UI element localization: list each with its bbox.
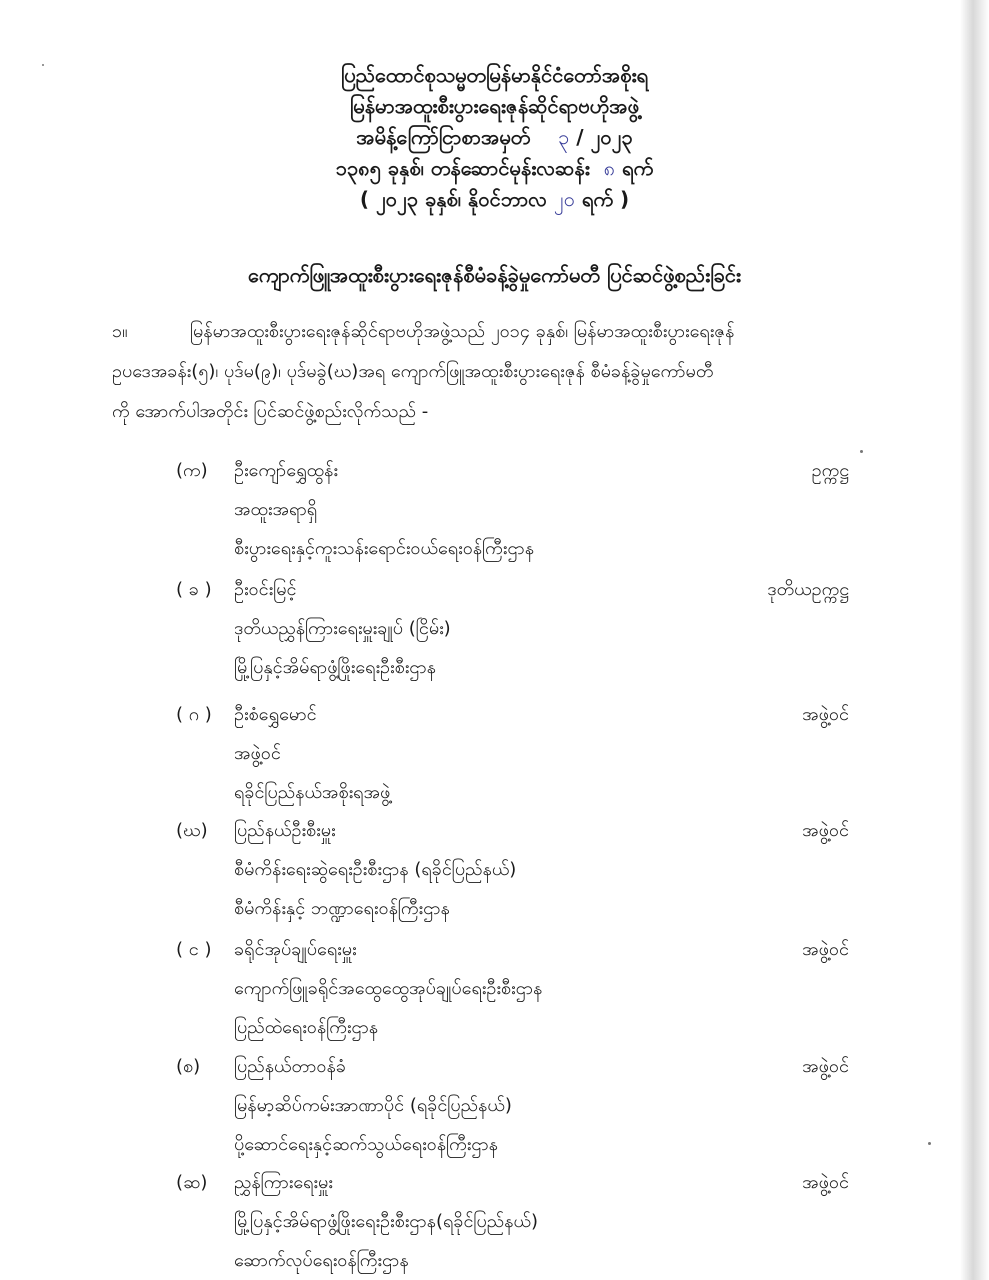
- member-position: မြို့ပြနှင့်အိမ်ရာဖွံ့ဖြိုးရေးဦးစီးဌာန(ရခိုင်ပြည်နယ်): [234, 1211, 538, 1232]
- member-role: အဖွဲ့ဝင်: [802, 704, 849, 725]
- member-department: စီးပွားရေးနှင့်ကူးသန်းရောင်းဝယ်ရေးဝန်ကြီးဌာန: [234, 538, 535, 559]
- scan-speck: [860, 450, 863, 453]
- member-role: အဖွဲ့ဝင်: [802, 939, 849, 960]
- member-role: အဖွဲ့ဝင်: [802, 1056, 849, 1077]
- scan-edge-shadow: [960, 0, 989, 1280]
- member-label: ( င ): [176, 939, 212, 960]
- date-myanmar-suffix: ရက်: [622, 156, 654, 180]
- member-department: ဆောက်လုပ်ရေးဝန်ကြီးဌာန: [234, 1250, 409, 1271]
- member-department: ပို့ဆောင်ရေးနှင့်ဆက်သွယ်ရေးဝန်ကြီးဌာန: [234, 1134, 498, 1155]
- member-role: အဖွဲ့ဝင်: [802, 820, 849, 841]
- paragraph-line-3: ကို အောက်ပါအတိုင်း ပြင်ဆင်ဖွဲ့စည်းလိုက်သည် -: [112, 401, 429, 422]
- member-label: (က): [176, 460, 208, 481]
- paragraph-line-2: ဥပဒေအခန်း(၅)၊ ပုဒ်မ(၉)၊ ပုဒ်မခွဲ(ဃ)အရ ကျောက်ဖြူအထူးစီးပွားရေးဇုန် စီမံခန့်ခွဲမှုကော်မတီ: [112, 361, 714, 382]
- member-department: စီမံကိန်းနှင့် ဘဏ္ဍာရေးဝန်ကြီးဌာန: [234, 898, 450, 919]
- member-role: ဒုတိယဥက္ကဋ္ဌ: [767, 579, 849, 600]
- member-label: ( ဂ ): [176, 704, 212, 725]
- member-name: ပြည်နယ်ဦးစီးမှူး: [234, 820, 336, 841]
- order-year: / ၂၀၂၃: [576, 125, 633, 149]
- member-name: ပြည်နယ်တာဝန်ခံ: [234, 1056, 346, 1077]
- member-role: အဖွဲ့ဝင်: [802, 1172, 849, 1193]
- paragraph-text-1: မြန်မာအထူးစီးပွားရေးဇုန်ဆိုင်ရာဗဟိုအဖွဲ့သည် ၂၀၁၄ ခုနှစ်၊ မြန်မာအထူးစီးပွားရေးဇုန်: [190, 321, 735, 342]
- date-gregorian-day: ၂၀: [553, 187, 575, 211]
- header-line-body: မြန်မာအထူးစီးပွားရေးဇုန်ဆိုင်ရာဗဟိုအဖွဲ့: [349, 94, 640, 118]
- member-role: ဥက္ကဋ္ဌ: [811, 460, 849, 481]
- paragraph-number: ၁။: [112, 321, 128, 342]
- order-prefix: အမိန့်ကြော်ငြာစာအမှတ်: [356, 125, 531, 149]
- date-myanmar-prefix: ၁၃၈၅ ခုနှစ်၊ တန်ဆောင်မုန်းလဆန်း: [335, 156, 590, 180]
- scan-speck: [928, 1142, 931, 1145]
- member-label: (စ): [176, 1056, 201, 1077]
- member-label: ( ခ ): [176, 579, 212, 600]
- member-department: ပြည်ထဲရေးဝန်ကြီးဌာန: [234, 1017, 379, 1038]
- member-position: ကျောက်ဖြူခရိုင်အထွေထွေအုပ်ချုပ်ရေးဦးစီးဌာန: [234, 978, 543, 999]
- order-number: ၃: [558, 125, 570, 149]
- member-position: စီမံကိန်းရေးဆွဲရေးဦးစီးဌာန (ရခိုင်ပြည်နယ်): [234, 859, 517, 880]
- member-name: ညွှန်ကြားရေးမှူး: [234, 1172, 333, 1193]
- member-department: မြို့ပြနှင့်အိမ်ရာဖွံ့ဖြိုးရေးဦးစီးဌာန: [234, 657, 436, 678]
- member-name: ခရိုင်အုပ်ချုပ်ရေးမှူး: [234, 939, 357, 960]
- member-position: ဒုတိယညွှန်ကြားရေးမှူးချုပ် (ငြိမ်း): [234, 618, 451, 639]
- scan-speck: [42, 64, 44, 66]
- document-subject: ကျောက်ဖြူအထူးစီးပွားရေးဇုန်စီမံခန့်ခွဲမှုကော်မတီ ပြင်ဆင်ဖွဲ့စည်းခြင်း: [247, 263, 742, 287]
- member-name: ဦးကျော်ရွှေထွန်း: [234, 460, 338, 481]
- member-department: ရခိုင်ပြည်နယ်အစိုးရအဖွဲ့: [234, 782, 391, 803]
- member-label: (ဃ): [176, 820, 208, 841]
- member-name: ဦးဝင်းမြင့်: [234, 579, 297, 600]
- date-gregorian-suffix: ရက် ): [581, 187, 630, 211]
- member-position: အဖွဲ့ဝင်: [234, 743, 281, 764]
- member-position: အထူးအရာရှိ: [234, 499, 318, 520]
- member-name: ဦးစံရွှေမောင်: [234, 704, 317, 725]
- date-myanmar-day: ၈: [603, 156, 616, 180]
- header-line-government: ပြည်ထောင်စုသမ္မတမြန်မာနိုင်ငံတော်အစိုးရ: [340, 63, 649, 87]
- member-position: မြန်မာ့ဆိပ်ကမ်းအာဏာပိုင် (ရခိုင်ပြည်နယ်): [234, 1095, 512, 1116]
- member-label: (ဆ): [176, 1172, 208, 1193]
- date-gregorian-prefix: ( ၂၀၂၃ ခုနှစ်၊ နိုဝင်ဘာလ: [359, 187, 547, 211]
